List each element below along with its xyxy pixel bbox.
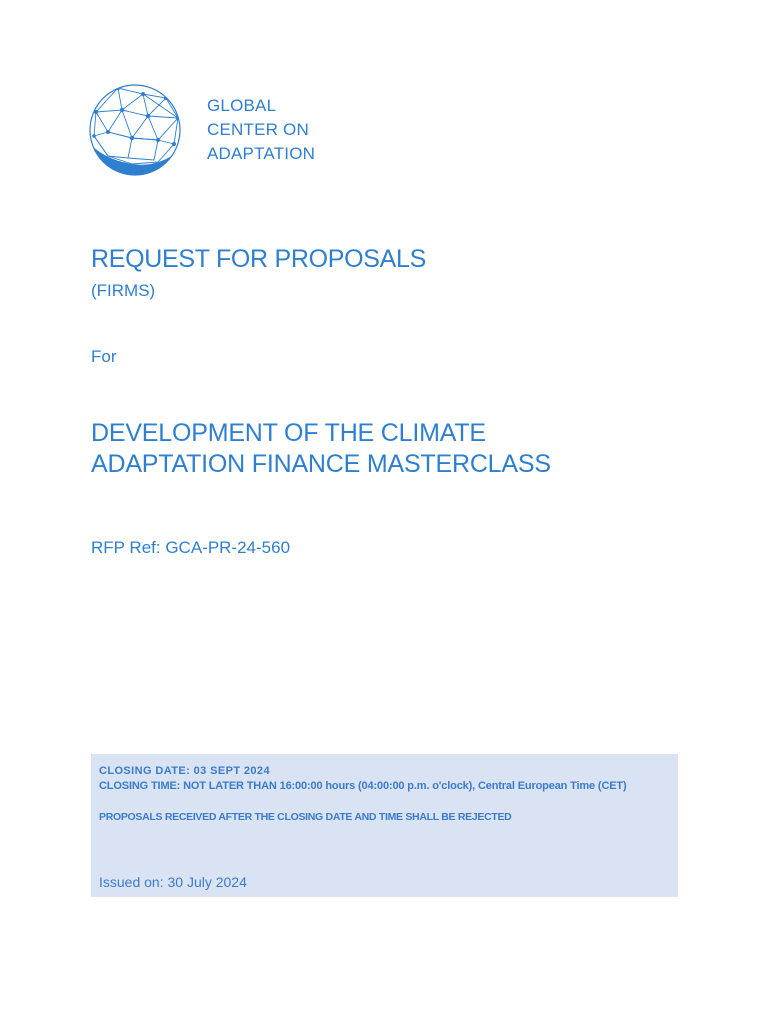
late-proposal-notice: PROPOSALS RECEIVED AFTER THE CLOSING DATE AND TIME SHALL BE REJECTED [99, 811, 512, 823]
geodesic-globe-icon [88, 84, 184, 176]
logo-line-1: GLOBAL [207, 96, 277, 115]
closing-info-box [91, 754, 678, 897]
logo-line-2: CENTER ON [207, 120, 309, 139]
project-title-line-2: ADAPTATION FINANCE MASTERCLASS [91, 450, 551, 478]
organization-logo [88, 84, 338, 176]
organization-name [207, 94, 315, 166]
logo-line-3: ADAPTATION [207, 144, 316, 163]
document-title: REQUEST FOR PROPOSALS [91, 245, 426, 273]
closing-date: CLOSING DATE: 03 SEPT 2024 [99, 765, 270, 777]
rfp-reference: RFP Ref: GCA-PR-24-560 [91, 538, 291, 557]
closing-time: CLOSING TIME: NOT LATER THAN 16:00:00 hours (04:00:00 p.m. o'clock), Central European Time (CET) [99, 780, 627, 792]
document-subtitle: (FIRMS) [91, 281, 156, 300]
project-title-line-1: DEVELOPMENT OF THE CLIMATE [91, 419, 486, 447]
issued-date: Issued on: 30 July 2024 [99, 874, 247, 890]
for-label: For [91, 347, 117, 366]
project-title [91, 418, 691, 480]
